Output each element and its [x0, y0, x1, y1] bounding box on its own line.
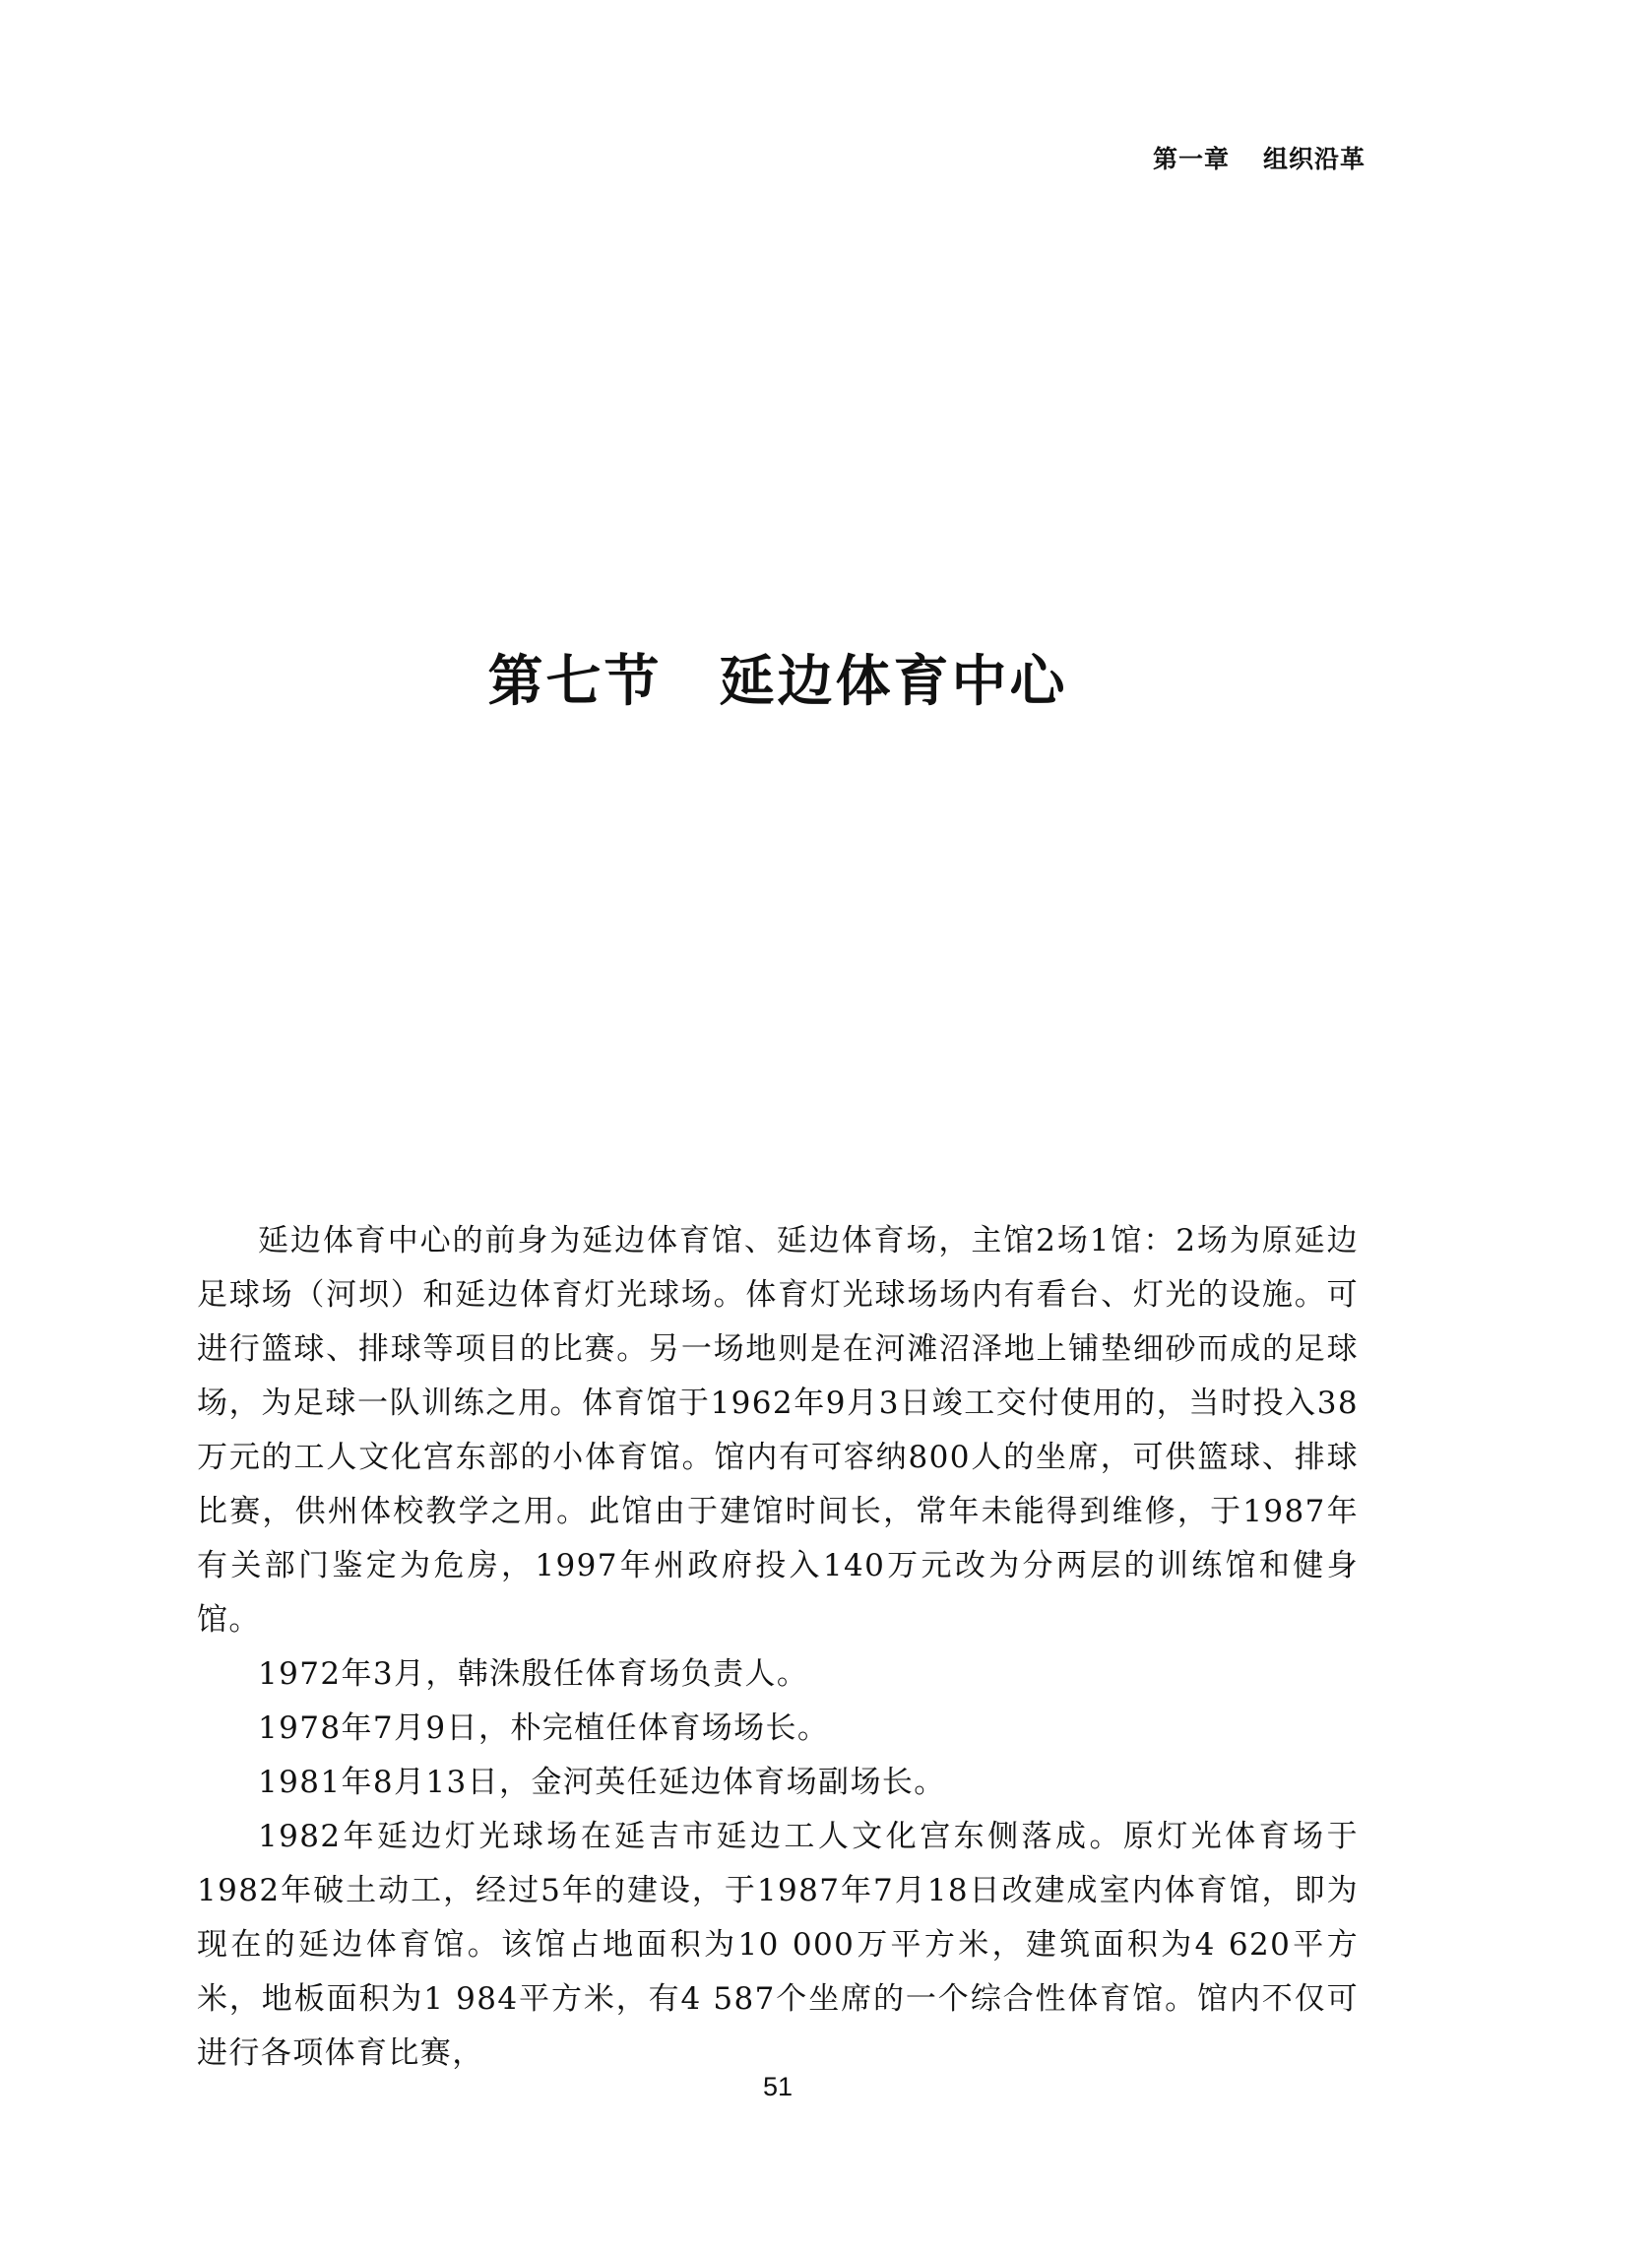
paragraph-1978: 1978年7月9日，朴完植任体育场场长。	[258, 1710, 830, 1746]
section-number: 第七节	[487, 649, 663, 714]
paragraph-1982: 1982年延边灯光球场在延吉市延边工人文化宫东侧落成。原灯光体育场于1982年破土动工，经过5年的建设，于1987年7月18日改建成室内体育馆，即为现在的延边体育馆。该馆占地面积为10 000万平方米，建筑面积为4 620平方米，地板面积为1 984平方米，有4 587个坐席的一个综合性体育馆。馆内不仅可进行各项体育比赛，	[197, 1819, 1359, 2071]
chapter-title: 组织沿革	[1262, 145, 1366, 173]
section-title	[0, 638, 1556, 717]
paragraph-1981: 1981年8月13日，金河英任延边体育场副场长。	[258, 1765, 946, 1800]
page-number: 51	[762, 2072, 794, 2101]
chapter-number: 第一章	[1152, 145, 1230, 173]
section-name: 延边体育中心	[719, 649, 1068, 714]
paragraph-history: 延边体育中心的前身为延边体育馆、延边体育场，主馆2场1馆：2场为原延边足球场（河坝）和延边体育灯光球场。体育灯光球场场内有看台、灯光的设施。可进行篮球、排球等项目的比赛。另一场地则是在河滩沼泽地上铺垫细砂而成的足球场，为足球一队训练之用。体育馆于1962年9月3日竣工交付使用的，当时投入38万元的工人文化宫东部的小体育馆。馆内有可容纳800人的坐席，可供篮球、排球比赛，供州体校教学之用。此馆由于建馆时间长，常年未能得到维修，于1987年有关部门鉴定为危房，1997年州政府投入140万元改为分两层的训练馆和健身馆。	[197, 1223, 1359, 1638]
body-text	[197, 1214, 1359, 2081]
paragraph-1972: 1972年3月，韩洙殷任体育场负责人。	[258, 1656, 809, 1692]
running-header	[1153, 140, 1366, 175]
